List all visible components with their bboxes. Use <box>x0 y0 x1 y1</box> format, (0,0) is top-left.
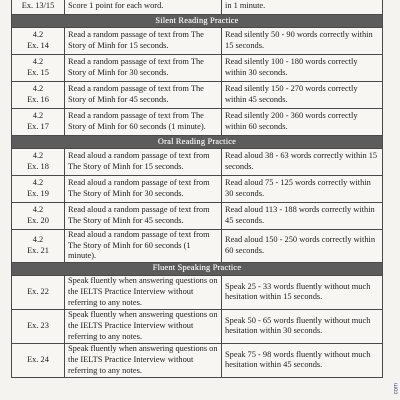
activity-cell: Read a random passage of text from The Story of Minh for 60 seconds (1 minute). <box>65 109 222 136</box>
exercise-label: 4.2 <box>32 84 44 94</box>
section-header <box>12 136 383 149</box>
table-row <box>12 55 383 82</box>
table-row <box>12 149 383 176</box>
exercise-cell <box>12 230 65 263</box>
exercise-label: 4.2 <box>32 57 44 67</box>
section-header-row <box>12 262 383 275</box>
exercise-cell <box>12 109 65 136</box>
activity-cell: Read a random passage of text from The Story of Minh for 30 seconds. <box>65 55 222 82</box>
section-header-row <box>12 15 383 28</box>
target-cell: Read silently 50 - 90 words correctly within 15 seconds. <box>222 28 383 55</box>
table-row <box>12 343 383 377</box>
practice-table <box>11 0 383 378</box>
exercise-label: Ex. 20 <box>27 216 49 225</box>
activity-cell: Read aloud a random passage of text from The Story of Minh for 15 seconds. <box>65 149 222 176</box>
target-cell: Read aloud 113 - 188 words correctly within 45 seconds. <box>222 203 383 230</box>
exercise-label: Ex. 16 <box>27 95 49 104</box>
exercise-label: Ex. 22 <box>27 286 49 296</box>
activity-cell: Read aloud a random passage of text from The Story of Minh for 60 seconds (1 minute). <box>65 230 222 263</box>
table-row <box>12 0 383 15</box>
exercise-cell: Ex. 13/15 <box>12 0 65 15</box>
exercise-label: Ex. 23 <box>27 320 49 330</box>
exercise-label: Ex. 15 <box>27 68 49 77</box>
activity-cell: Read a random passage of text from The Story of Minh for 45 seconds. <box>65 82 222 109</box>
activity-cell: Score 1 point for each word. <box>65 0 222 15</box>
table-row <box>12 109 383 136</box>
exercise-cell <box>12 28 65 55</box>
exercise-cell <box>12 275 65 309</box>
exercise-label: Ex. 21 <box>27 245 49 255</box>
exercise-label: Ex. 14 <box>27 41 49 50</box>
exercise-label: 4.2 <box>32 111 44 121</box>
target-cell: Speak 25 - 33 words fluently without much hesitation within 15 seconds. <box>222 275 383 309</box>
target-cell: Speak 50 - 65 words fluently without much hesitation within 30 seconds. <box>222 309 383 343</box>
exercise-label: 4.2 <box>32 30 44 40</box>
target-cell: Read aloud 150 - 250 words correctly within 60 seconds. <box>222 230 383 263</box>
exercise-label: 4.2 <box>32 205 44 215</box>
practice-table-page <box>11 0 383 378</box>
activity-cell: Read aloud a random passage of text from The Story of Minh for 45 seconds. <box>65 203 222 230</box>
table-row <box>12 309 383 343</box>
table-row <box>12 82 383 109</box>
section-header-row <box>12 136 383 149</box>
target-cell: in 1 minute. <box>222 0 383 15</box>
exercise-cell <box>12 176 65 203</box>
exercise-cell <box>12 309 65 343</box>
target-cell: Read aloud 75 - 125 words correctly within 30 seconds. <box>222 176 383 203</box>
activity-cell: Speak fluently when answering questions on the IELTS Practice Interview without referring to any notes. <box>65 343 222 377</box>
target-cell: Read aloud 38 - 63 words correctly within 15 seconds. <box>222 149 383 176</box>
section-title: Silent Reading Practice <box>155 15 239 25</box>
exercise-cell <box>12 203 65 230</box>
target-cell: Read silently 200 - 360 words correctly within 60 seconds. <box>222 109 383 136</box>
exercise-label: Ex. 24 <box>27 354 49 364</box>
target-cell: Speak 75 - 98 words fluently without much hesitation within 45 seconds. <box>222 343 383 377</box>
exercise-label: 4.2 <box>32 151 44 161</box>
exercise-label: Ex. 17 <box>27 122 49 131</box>
watermark-text: com <box>393 383 399 395</box>
section-title: Oral Reading Practice <box>157 136 237 146</box>
exercise-cell <box>12 149 65 176</box>
section-title: Fluent Speaking Practice <box>152 263 242 273</box>
table-row <box>12 203 383 230</box>
exercise-label: 4.2 <box>32 235 44 245</box>
exercise-cell <box>12 343 65 377</box>
table-row <box>12 275 383 309</box>
target-cell: Read silently 150 - 270 words correctly within 45 seconds. <box>222 82 383 109</box>
activity-cell: Speak fluently when answering questions on the IELTS Practice Interview without referring to any notes. <box>65 309 222 343</box>
exercise-label: Ex. 18 <box>27 162 49 171</box>
section-header <box>12 262 383 275</box>
target-cell: Read silently 100 - 180 words correctly within 30 seconds. <box>222 55 383 82</box>
activity-cell: Speak fluently when answering questions on the IELTS Practice Interview without referring to any notes. <box>65 275 222 309</box>
activity-cell: Read a random passage of text from The Story of Minh for 15 seconds. <box>65 28 222 55</box>
table-row <box>12 28 383 55</box>
exercise-label: Ex. 19 <box>27 189 49 198</box>
section-header <box>12 15 383 28</box>
table-row <box>12 176 383 203</box>
exercise-cell <box>12 55 65 82</box>
activity-cell: Read aloud a random passage of text from The Story of Minh for 30 seconds. <box>65 176 222 203</box>
table-row <box>12 230 383 263</box>
exercise-cell <box>12 82 65 109</box>
exercise-label: 4.2 <box>32 178 44 188</box>
